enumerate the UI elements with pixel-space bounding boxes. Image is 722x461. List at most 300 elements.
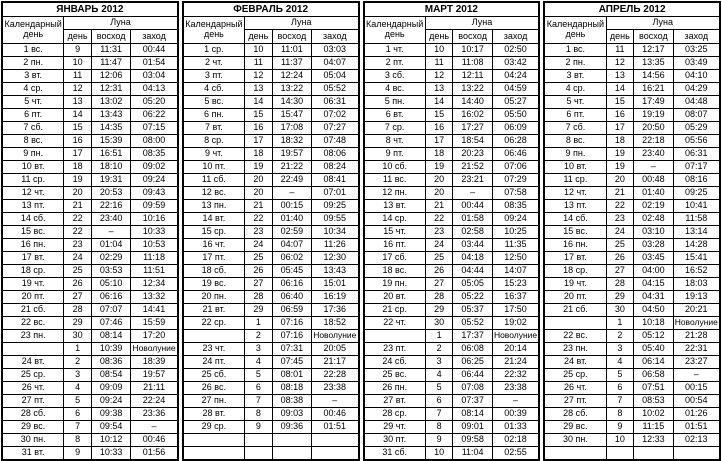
moonrise-cell: [272, 447, 311, 461]
table-row: [544, 200, 720, 213]
moon-day-cell: 17: [64, 148, 92, 161]
moonset-cell: 11:58: [673, 213, 720, 226]
moon-day-cell: 26: [606, 252, 634, 265]
moonset-cell: 10:41: [673, 200, 720, 213]
calendar-day-cell: 17 вт.: [2, 252, 64, 265]
calendar-day-cell: 17 сб.: [364, 252, 426, 265]
moonset-cell: 07:27: [312, 122, 359, 135]
table-row: [544, 122, 720, 135]
moon-day-cell: 6: [606, 382, 634, 395]
table-row: [364, 122, 540, 135]
calendar-day-cell: [183, 447, 245, 461]
moonset-cell: 05:56: [673, 135, 720, 148]
table-row: [2, 434, 178, 447]
moonrise-cell: 15:39: [91, 135, 130, 148]
moon-day-cell: 19: [606, 148, 634, 161]
table-row: [183, 317, 359, 330]
moon-day-cell: 23: [64, 239, 92, 252]
moon-day-cell: 25: [245, 252, 273, 265]
moonrise-cell: 11:04: [453, 447, 492, 461]
moonset-cell: 17:20: [131, 330, 178, 343]
moonset-cell: 04:07: [312, 57, 359, 70]
moon-day-cell: 2: [425, 343, 453, 356]
table-row: [2, 239, 178, 252]
moonset-cell: 07:58: [492, 187, 539, 200]
calendar-day-cell: 25 ср.: [2, 369, 64, 382]
moonset-cell: 08:41: [312, 174, 359, 187]
moonrise-cell: 13:02: [91, 96, 130, 109]
calendar-day-header: Календарный день: [544, 17, 606, 44]
moonset-cell: 05:27: [492, 96, 539, 109]
moonset-cell: 05:04: [312, 70, 359, 83]
moonrise-cell: 13:35: [634, 57, 673, 70]
moonrise-cell: 21:22: [272, 161, 311, 174]
table-row: [544, 369, 720, 382]
calendar-day-cell: 15 чт.: [364, 226, 426, 239]
moonset-cell: Новолуние: [312, 330, 359, 343]
calendar-day-cell: 4 вс.: [364, 83, 426, 96]
moonrise-cell: 08:14: [453, 408, 492, 421]
moon-day-cell: 18: [64, 161, 92, 174]
moonset-cell: 15:41: [673, 252, 720, 265]
moonset-cell: 02:18: [492, 434, 539, 447]
calendar-day-cell: 20 пн.: [183, 291, 245, 304]
moon-day-cell: 28: [606, 278, 634, 291]
moonset-cell: 14:07: [492, 265, 539, 278]
moonrise-cell: 08:14: [91, 330, 130, 343]
moon-day-cell: 7: [64, 421, 92, 434]
moonrise-cell: 23:40: [91, 213, 130, 226]
moonrise-cell: 01:58: [453, 213, 492, 226]
moon-day-cell: 23: [425, 226, 453, 239]
moonset-cell: 04:10: [673, 70, 720, 83]
table-row: [2, 265, 178, 278]
moon-day-cell: 28: [64, 304, 92, 317]
table-row: [544, 187, 720, 200]
moonset-cell: 06:31: [673, 148, 720, 161]
moonrise-cell: 18:54: [453, 135, 492, 148]
moonrise-cell: 05:05: [453, 278, 492, 291]
moon-day-cell: 12: [425, 70, 453, 83]
moon-day-cell: 7: [245, 395, 273, 408]
table-row: [364, 369, 540, 382]
moon-day-cell: 11: [245, 57, 273, 70]
table-row: [364, 109, 540, 122]
moonrise-cell: 21:52: [453, 161, 492, 174]
moonrise-cell: 07:51: [634, 382, 673, 395]
moonset-cell: 21:28: [673, 330, 720, 343]
moonset-cell: 11:51: [131, 265, 178, 278]
moon-day-cell: 21: [64, 200, 92, 213]
table-row: [183, 57, 359, 70]
calendar-day-cell: 8 ср.: [183, 135, 245, 148]
moonset-cell: 01:54: [131, 57, 178, 70]
calendar-day-cell: 2 чт.: [183, 57, 245, 70]
moonrise-cell: 03:10: [634, 226, 673, 239]
moonset-cell: 12:50: [492, 252, 539, 265]
moonrise-cell: –: [634, 161, 673, 174]
moonrise-cell: 10:17: [453, 44, 492, 57]
calendar-day-cell: 18 вс.: [364, 265, 426, 278]
calendar-day-cell: 31 сб.: [364, 447, 426, 461]
moonset-cell: 13:43: [312, 265, 359, 278]
moon-day-cell: 19: [606, 161, 634, 174]
moonset-cell: 03:25: [673, 44, 720, 57]
moonset-cell: 00:46: [131, 434, 178, 447]
calendar-day-cell: 20 пт.: [544, 291, 606, 304]
calendar-day-cell: 22 вс.: [2, 317, 64, 330]
moon-day-header: день: [245, 30, 273, 44]
moonset-cell: 09:02: [131, 161, 178, 174]
moonrise-cell: 18:10: [91, 161, 130, 174]
table-row: [2, 213, 178, 226]
table-row: [544, 291, 720, 304]
table-row: [544, 174, 720, 187]
moonrise-cell: 07:08: [453, 382, 492, 395]
moonset-cell: 14:41: [131, 304, 178, 317]
moonset-cell: 16:37: [492, 291, 539, 304]
moonrise-cell: 04:15: [634, 278, 673, 291]
moonrise-cell: 05:12: [634, 330, 673, 343]
moonrise-cell: 09:58: [453, 434, 492, 447]
table-row: [2, 187, 178, 200]
table-row: [544, 148, 720, 161]
moonrise-cell: 02:48: [634, 213, 673, 226]
moon-day-cell: 5: [425, 382, 453, 395]
calendar-day-cell: 12 чт.: [544, 187, 606, 200]
moonset-cell: 08:00: [131, 135, 178, 148]
moon-day-cell: [245, 434, 273, 447]
moon-day-cell: 22: [64, 226, 92, 239]
moonset-cell: 07:01: [312, 187, 359, 200]
moon-day-cell: 21: [606, 187, 634, 200]
moonrise-cell: 08:18: [272, 382, 311, 395]
table-row: [544, 356, 720, 369]
moon-day-cell: 9: [606, 421, 634, 434]
moonset-cell: 10:25: [492, 226, 539, 239]
moonset-cell: 00:44: [131, 44, 178, 57]
moonrise-cell: 00:44: [453, 200, 492, 213]
table-row: [544, 330, 720, 343]
moonrise-cell: 16:51: [91, 148, 130, 161]
table-row: [364, 304, 540, 317]
moonrise-cell: 06:08: [453, 343, 492, 356]
moonrise-cell: 08:53: [634, 395, 673, 408]
moon-day-cell: 13: [245, 83, 273, 96]
moonrise-cell: 19:57: [272, 148, 311, 161]
moon-day-cell: 20: [245, 174, 273, 187]
table-row: [544, 161, 720, 174]
table-row: [2, 317, 178, 330]
moonset-cell: 03:42: [492, 57, 539, 70]
moon-day-cell: 19: [64, 174, 92, 187]
moon-day-cell: 17: [606, 122, 634, 135]
calendar-day-cell: 18 ср.: [544, 265, 606, 278]
calendar-day-cell: 3 вт.: [544, 70, 606, 83]
moonrise-cell: 14:40: [453, 96, 492, 109]
moonset-cell: 06:46: [492, 148, 539, 161]
calendar-day-cell: 19 чт.: [2, 278, 64, 291]
moonrise-cell: 10:33: [91, 447, 130, 461]
moonrise-cell: 10:39: [91, 343, 130, 356]
moon-day-cell: 13: [64, 96, 92, 109]
moon-day-cell: 28: [245, 291, 273, 304]
table-row: [544, 252, 720, 265]
table-row: [183, 135, 359, 148]
moon-day-cell: 27: [425, 278, 453, 291]
moonset-cell: 09:25: [673, 187, 720, 200]
calendar-day-cell: [364, 330, 426, 343]
calendar-day-cell: 11 вс.: [364, 174, 426, 187]
moonrise-cell: 15:47: [272, 109, 311, 122]
moonrise-cell: 07:16: [272, 330, 311, 343]
moonset-cell: 08:24: [312, 161, 359, 174]
moonset-cell: 07:02: [312, 109, 359, 122]
table-row: [2, 109, 178, 122]
moon-day-cell: 9: [64, 447, 92, 461]
calendar-day-cell: 15 ср.: [183, 226, 245, 239]
moonrise-cell: 07:46: [91, 317, 130, 330]
moon-day-cell: 23: [245, 226, 273, 239]
moonrise-cell: 14:30: [272, 96, 311, 109]
moon-day-cell: 25: [425, 252, 453, 265]
moonset-cell: 12:30: [312, 252, 359, 265]
moonset-cell: 11:26: [312, 239, 359, 252]
calendar-day-cell: 12 вс.: [183, 187, 245, 200]
calendar-day-cell: 14 сб.: [2, 213, 64, 226]
moonset-cell: Новолуние: [131, 343, 178, 356]
moonset-cell: 10:16: [131, 213, 178, 226]
moon-day-cell: 2: [64, 356, 92, 369]
moonset-cell: 15:23: [492, 278, 539, 291]
calendar-day-cell: 20 вт.: [364, 291, 426, 304]
table-row: [183, 83, 359, 96]
calendar-day-cell: 4 сб.: [183, 83, 245, 96]
calendar-day-cell: 1 чт.: [364, 44, 426, 57]
moonrise-cell: 10:18: [634, 317, 673, 330]
moon-day-cell: 4: [64, 382, 92, 395]
moonset-cell: 01:51: [312, 421, 359, 434]
moon-day-cell: 7: [606, 395, 634, 408]
calendar-day-cell: 23 пн.: [544, 343, 606, 356]
moon-day-cell: 16: [425, 122, 453, 135]
moonrise-cell: 11:31: [91, 44, 130, 57]
moonset-cell: 00:15: [673, 382, 720, 395]
calendar-day-cell: 29 чт.: [364, 421, 426, 434]
moonset-cell: 19:13: [673, 291, 720, 304]
calendar-day-cell: 9 пт.: [364, 148, 426, 161]
moon-day-cell: 2: [245, 330, 273, 343]
table-row: [544, 278, 720, 291]
moonset-cell: 05:50: [492, 109, 539, 122]
moon-day-cell: 1: [64, 343, 92, 356]
moonrise-cell: 20:53: [91, 187, 130, 200]
moonrise-header: восход: [453, 30, 492, 44]
calendar-day-cell: 5 чт.: [2, 96, 64, 109]
calendar-day-cell: [544, 447, 606, 461]
table-row: [183, 226, 359, 239]
calendar-day-cell: 22 ср.: [183, 317, 245, 330]
moonset-cell: 07:29: [492, 174, 539, 187]
table-row: [364, 265, 540, 278]
table-row: [364, 356, 540, 369]
calendar-day-cell: 27 пт.: [544, 395, 606, 408]
moonset-cell: 06:28: [492, 135, 539, 148]
calendar-day-cell: [183, 330, 245, 343]
table-row: [183, 382, 359, 395]
table-row: [2, 395, 178, 408]
calendar-day-cell: 28 сб.: [2, 408, 64, 421]
moonrise-cell: 04:18: [453, 252, 492, 265]
table-row: [544, 447, 720, 461]
calendar-day-cell: 19 вс.: [183, 278, 245, 291]
moonset-cell: 09:24: [492, 213, 539, 226]
table-row: [544, 304, 720, 317]
calendar-day-cell: 3 пт.: [183, 70, 245, 83]
moonrise-cell: 03:44: [453, 239, 492, 252]
table-row: [364, 239, 540, 252]
moonset-cell: 07:48: [312, 135, 359, 148]
moonset-cell: 11:18: [131, 252, 178, 265]
calendar-day-cell: 6 вт.: [364, 109, 426, 122]
moonrise-cell: 08:01: [272, 369, 311, 382]
moon-day-cell: 14: [606, 83, 634, 96]
calendar-day-cell: 5 вс.: [183, 96, 245, 109]
moonrise-cell: 10:12: [91, 434, 130, 447]
table-row: [544, 96, 720, 109]
moonrise-cell: 04:00: [634, 265, 673, 278]
moonset-cell: 21:11: [131, 382, 178, 395]
moonrise-cell: 06:59: [272, 304, 311, 317]
moon-day-cell: 20: [425, 174, 453, 187]
table-row: [183, 200, 359, 213]
moon-header: Луна: [245, 17, 359, 30]
calendar-day-cell: 21 сб.: [2, 304, 64, 317]
calendar-day-cell: 6 пт.: [544, 109, 606, 122]
calendar-day-cell: 27 пн.: [183, 395, 245, 408]
moonrise-cell: 07:16: [272, 317, 311, 330]
moonset-cell: –: [131, 421, 178, 434]
moonset-cell: –: [673, 369, 720, 382]
table-row: [364, 395, 540, 408]
moonset-cell: 20:14: [492, 343, 539, 356]
moonrise-cell: 05:52: [453, 317, 492, 330]
moonset-cell: 18:52: [312, 317, 359, 330]
moonset-cell: 07:06: [492, 161, 539, 174]
moonset-cell: 15:01: [312, 278, 359, 291]
table-row: [364, 291, 540, 304]
moon-header: Луна: [606, 17, 720, 30]
moonset-cell: 17:36: [312, 304, 359, 317]
table-row: [2, 421, 178, 434]
table-row: [364, 161, 540, 174]
moonrise-cell: 13:43: [91, 109, 130, 122]
moon-day-cell: 4: [425, 369, 453, 382]
calendar-day-cell: 10 сб.: [364, 161, 426, 174]
table-row: [364, 148, 540, 161]
table-row: [364, 174, 540, 187]
moonset-cell: 02:55: [492, 447, 539, 461]
moonrise-cell: 04:50: [634, 304, 673, 317]
moon-day-cell: 27: [606, 265, 634, 278]
moonrise-cell: 02:59: [272, 226, 311, 239]
moon-day-cell: 1: [245, 317, 273, 330]
moonset-cell: 19:57: [131, 369, 178, 382]
moonset-cell: 04:13: [131, 83, 178, 96]
moonset-cell: 08:16: [673, 174, 720, 187]
moon-day-cell: 20: [425, 187, 453, 200]
calendar-day-cell: 6 пн.: [183, 109, 245, 122]
moonrise-cell: 02:19: [634, 200, 673, 213]
calendar-day-cell: 30 пт.: [364, 434, 426, 447]
moonrise-cell: 03:28: [634, 239, 673, 252]
moon-day-cell: 9: [245, 421, 273, 434]
moon-day-cell: 16: [64, 135, 92, 148]
table-row: [544, 265, 720, 278]
moonset-cell: 22:31: [673, 343, 720, 356]
calendar-day-cell: 29 вс.: [544, 421, 606, 434]
moon-day-cell: 19: [425, 161, 453, 174]
calendar-day-cell: 11 ср.: [544, 174, 606, 187]
moon-day-cell: 27: [245, 278, 273, 291]
moonset-header: заход: [312, 30, 359, 44]
calendar-day-cell: 27 вт.: [364, 395, 426, 408]
moonset-cell: 04:29: [673, 83, 720, 96]
calendar-day-cell: 12 чт.: [2, 187, 64, 200]
calendar-day-cell: 23 пт.: [364, 343, 426, 356]
month-title: ФЕВРАЛЬ 2012: [183, 2, 359, 17]
calendar-day-cell: 30 пн.: [544, 434, 606, 447]
moon-day-cell: 16: [606, 109, 634, 122]
moon-day-cell: 9: [64, 44, 92, 57]
table-row: [2, 148, 178, 161]
moon-day-cell: 1: [425, 330, 453, 343]
moonrise-cell: 16:21: [634, 83, 673, 96]
calendar-day-cell: 11 сб.: [183, 174, 245, 187]
moonset-cell: 09:55: [312, 213, 359, 226]
moonrise-cell: [272, 434, 311, 447]
table-row: [364, 44, 540, 57]
table-row: [183, 356, 359, 369]
moonrise-cell: 11:37: [272, 57, 311, 70]
table-row: [544, 57, 720, 70]
moonset-cell: 02:50: [492, 44, 539, 57]
moonrise-cell: 07:45: [272, 356, 311, 369]
calendar-day-cell: 1 вс.: [2, 44, 64, 57]
calendar-day-cell: 15 вс.: [2, 226, 64, 239]
moon-day-cell: 3: [64, 369, 92, 382]
moonset-cell: 01:26: [673, 408, 720, 421]
moon-day-cell: 15: [425, 109, 453, 122]
moonset-cell: 01:33: [492, 421, 539, 434]
calendar-day-cell: 2 пн.: [544, 57, 606, 70]
moon-day-cell: 8: [425, 421, 453, 434]
calendar-day-cell: 27 пт.: [2, 395, 64, 408]
calendar-day-cell: 1 вс.: [544, 44, 606, 57]
moonrise-cell: 16:02: [453, 109, 492, 122]
calendar-day-cell: 26 вс.: [183, 382, 245, 395]
moonset-cell: 09:43: [131, 187, 178, 200]
moonset-cell: 23:38: [312, 382, 359, 395]
calendar-day-cell: 26 чт.: [2, 382, 64, 395]
calendar-day-cell: 28 сб.: [544, 408, 606, 421]
moonrise-cell: 02:29: [91, 252, 130, 265]
moonset-cell: 08:35: [131, 148, 178, 161]
month-title: ЯНВАРЬ 2012: [2, 2, 178, 17]
moonrise-cell: 06:44: [453, 369, 492, 382]
calendar-day-cell: 10 пт.: [183, 161, 245, 174]
table-row: [364, 278, 540, 291]
